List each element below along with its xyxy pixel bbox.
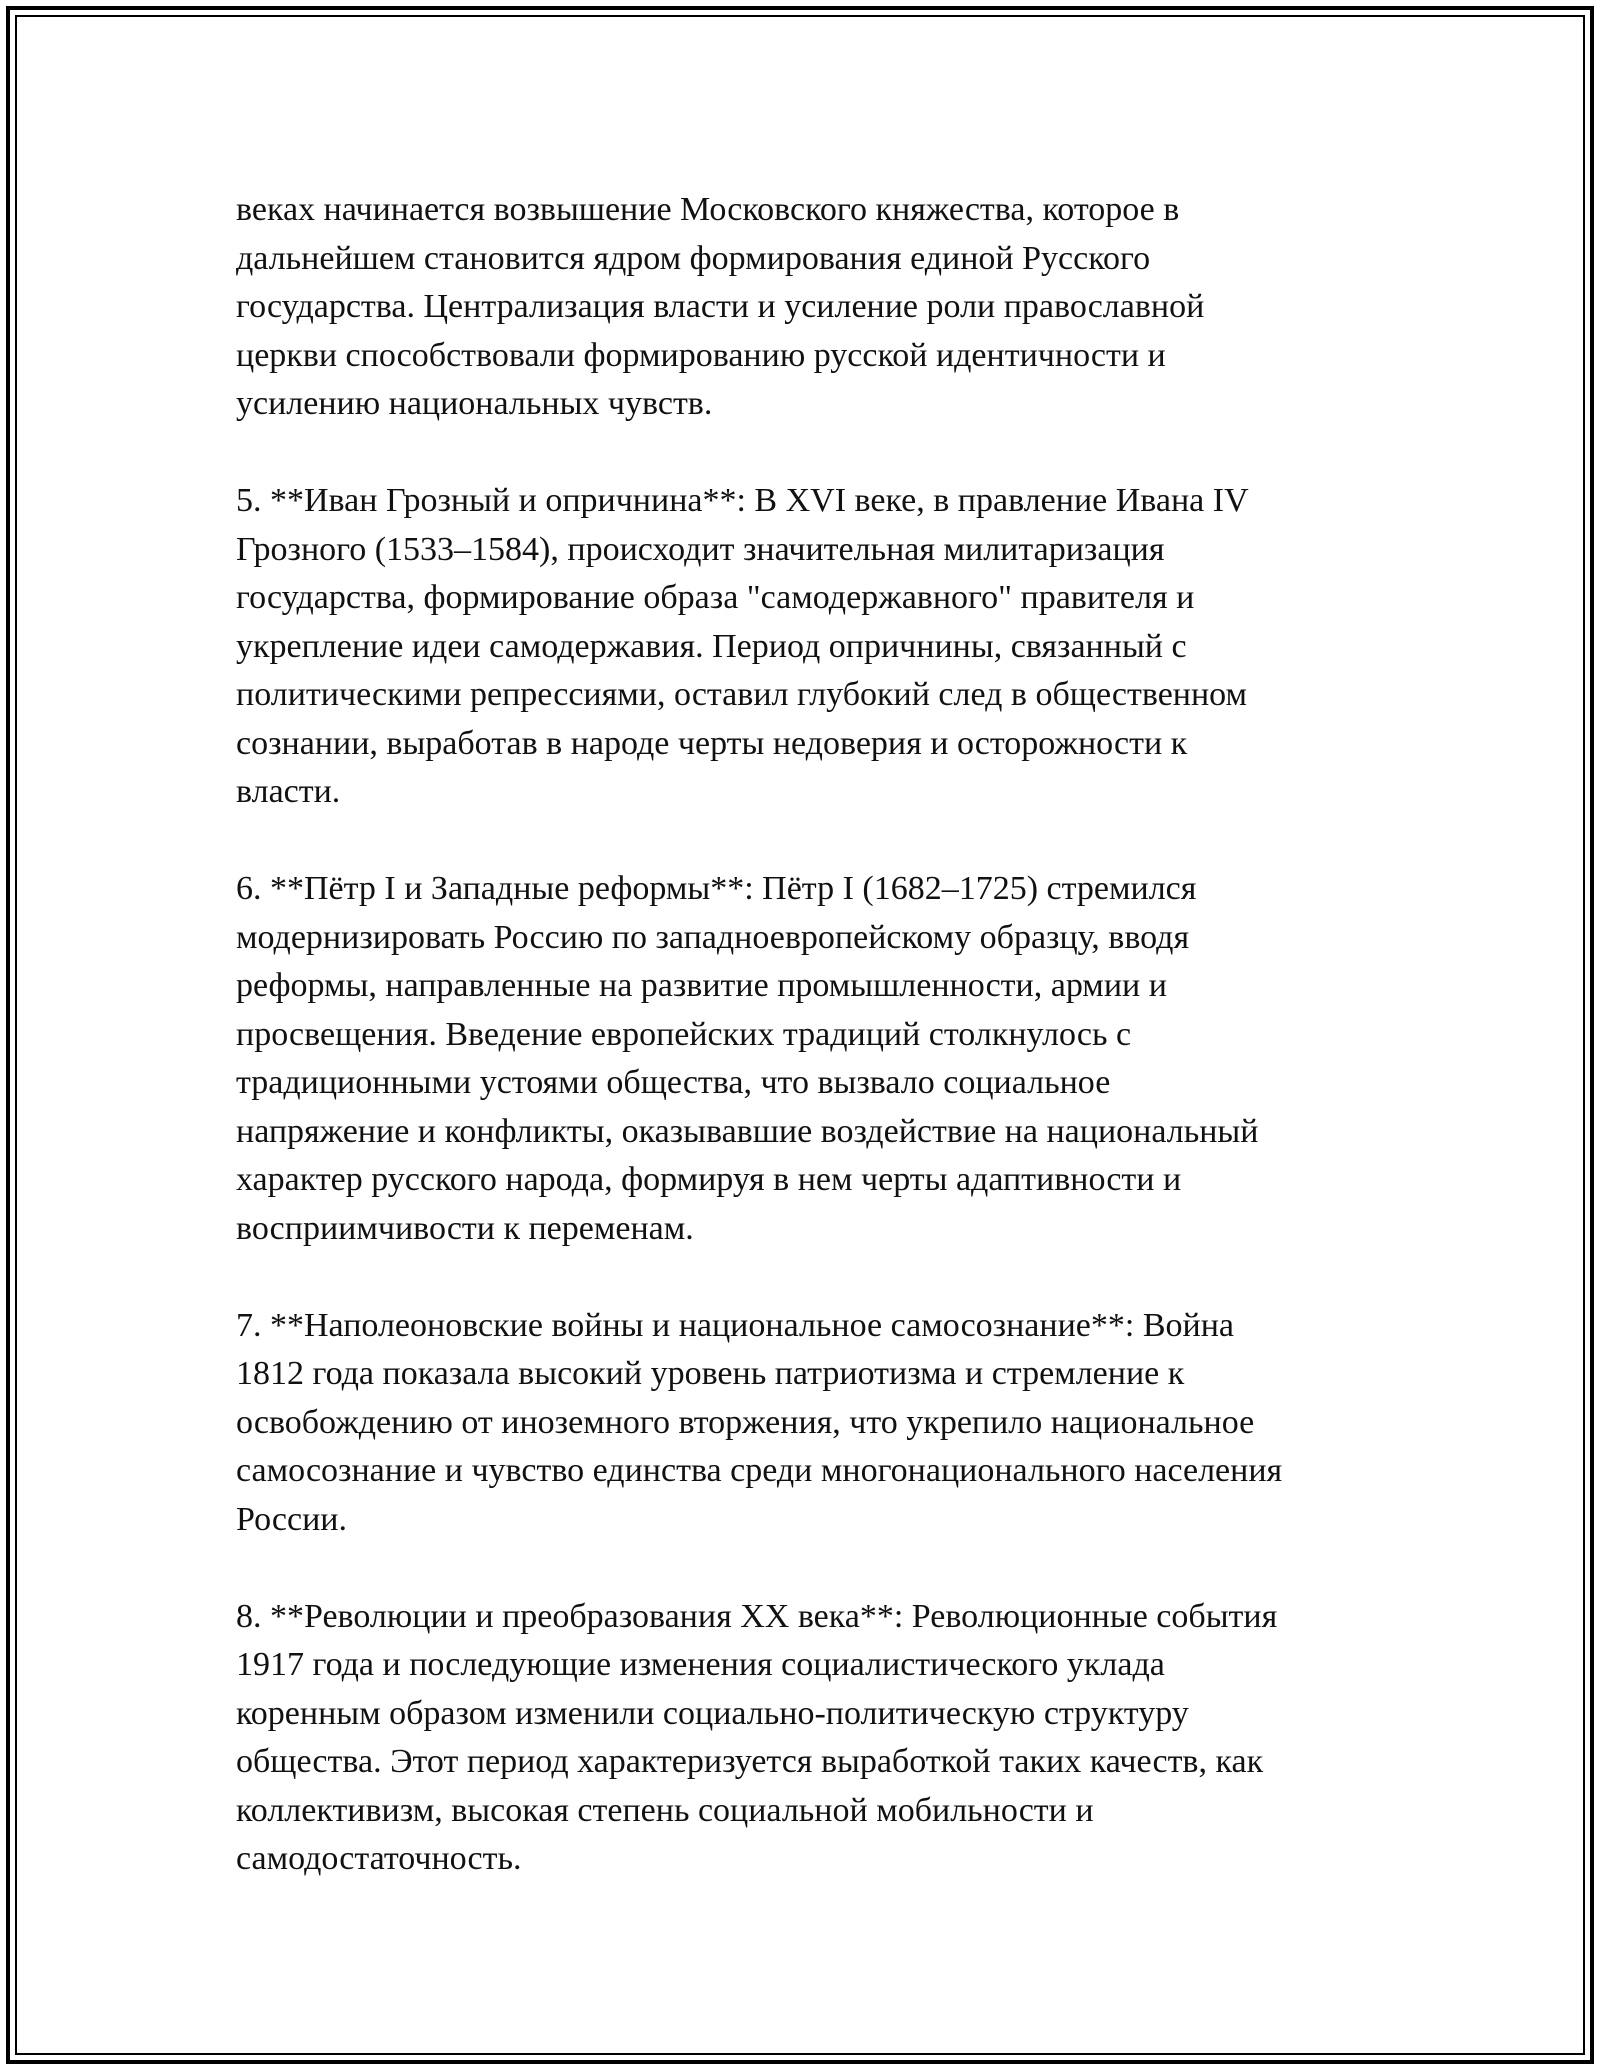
paragraph-peter-the-great: 6. **Пётр I и Западные реформы**: Пётр I (1682–1725) стремился модернизировать Россию по западноевропейскому образцу, вводя реформы, направленные на развитие промышленности, армии и просвещения. Введение европейских традиций столкнулось с традиционными устоями общества, что вызвало социальное напряжение и конфликты, оказывавшие воздействие на национальный характер русского народа, формируя в нем черты адаптивности и восприимчивости к переменам. [236, 870, 1259, 1247]
paragraph-napoleonic-wars: 7. **Наполеоновские войны и национальное самосознание**: Война 1812 года показала высокий уровень патриотизма и стремление к освобождению от иноземного вторжения, что укрепило национальное самосознание и чувство единства среди многонационального населения России. [236, 1306, 1283, 1538]
paragraph-ivan-the-terrible: 5. **Иван Грозный и опричнина**: В XVI веке, в правление Ивана IV Грозного (1533–1584), происходит значительная милитаризация государства, формирование образа "самодержавного" правителя и укрепление идеи самодержавия. Период опричнины, связанный с политическими репрессиями, оставил глубокий след в общественном сознании, выработав в народе черты недоверия и осторожности к власти. [236, 482, 1249, 810]
paragraph-moscow-principality: веках начинается возвышение Московского княжества, которое в дальнейшем становится ядром формирования единой Русского государства. Централизация власти и усиление роли православной церкви способствовали формированию русской идентичности и усилению национальных чувств. [236, 191, 1205, 422]
document-body [236, 186, 1376, 1932]
paragraph-revolutions-20th-century: 8. **Революции и преобразования XX века**: Революционные события 1917 года и последующие изменения социалистического уклада коренным образом изменили социально-политическую структуру общества. Этот период характеризуется выработкой таких качеств, как коллективизм, высокая степень социальной мобильности и самодостаточность. [236, 1597, 1278, 1877]
